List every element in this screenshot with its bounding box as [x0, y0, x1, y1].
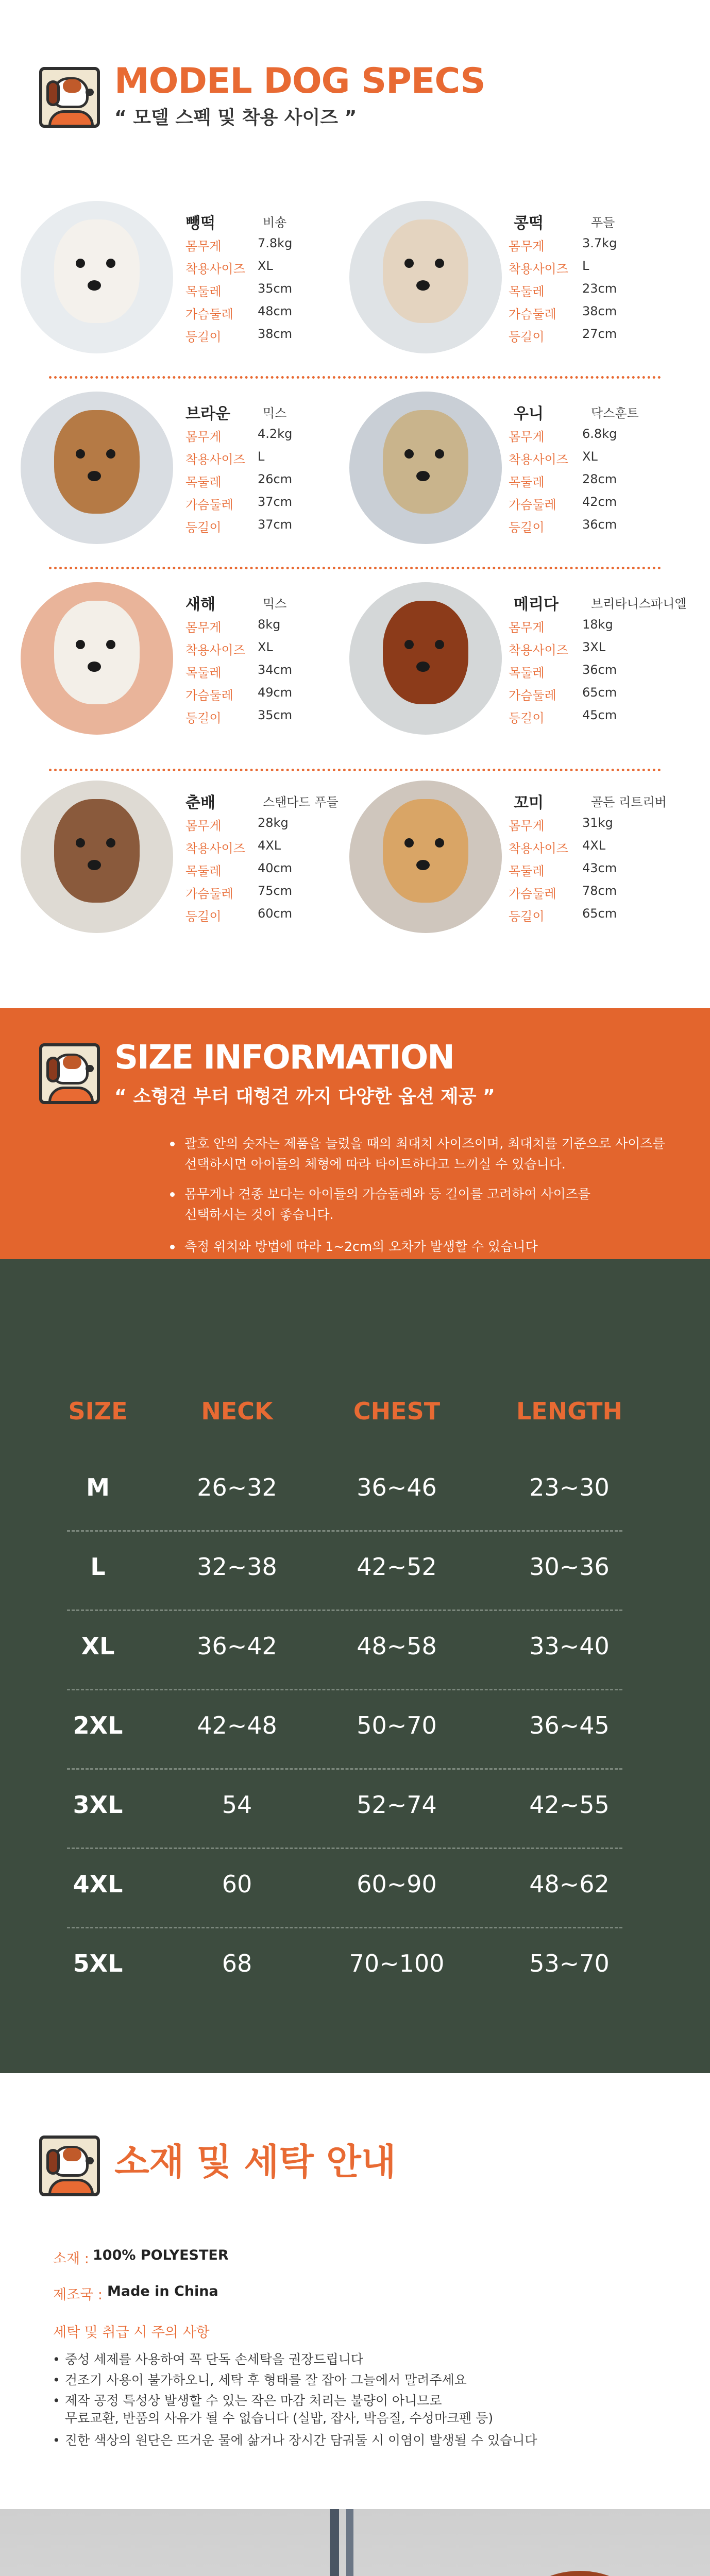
measurement-cell: 32~38 — [197, 1553, 277, 1581]
spec-value-length: 27cm — [582, 327, 617, 341]
dog-breed: 믹스 — [263, 597, 287, 611]
measurement-cell: 36~45 — [529, 1711, 610, 1739]
measurement-cell: 70~100 — [349, 1950, 445, 1977]
spec-value-neck: 36cm — [582, 663, 617, 677]
spec-value-length: 38cm — [258, 327, 293, 341]
spec-label-neck: 목둘레 — [509, 666, 545, 680]
spec-label-length: 등길이 — [185, 520, 222, 535]
spec-label-size: 착용사이즈 — [509, 262, 568, 276]
dog-breed: 닥스훈트 — [591, 406, 639, 420]
spec-label-length: 등길이 — [509, 909, 545, 924]
spec-label-chest: 가슴둘레 — [509, 307, 556, 321]
dog-photo — [21, 781, 173, 933]
size-note: 몸무게나 견종 보다는 아이들의 가슴둘레와 등 길이를 고려하여 사이즈를 — [184, 1184, 590, 1205]
table-header-size: SIZE — [68, 1397, 128, 1425]
spec-label-weight: 몸무게 — [509, 819, 545, 833]
spec-label-size: 착용사이즈 — [509, 841, 568, 856]
spec-value-neck: 34cm — [258, 663, 293, 677]
spec-value-neck: 28cm — [582, 472, 617, 486]
spec-label-weight: 몸무게 — [185, 620, 222, 635]
measurement-cell: 36~46 — [357, 1473, 437, 1501]
spec-label-weight: 몸무게 — [185, 430, 222, 444]
spec-value-neck: 35cm — [258, 281, 293, 296]
spec-label-size: 착용사이즈 — [185, 841, 245, 856]
table-row-divider — [67, 1768, 622, 1770]
brand-logo-icon — [39, 67, 100, 128]
dog-name: 새해 — [185, 596, 215, 614]
size-cell: M — [86, 1473, 110, 1501]
dog-name: 춘배 — [185, 794, 215, 812]
spec-label-chest: 가슴둘레 — [509, 688, 556, 703]
spec-value-neck: 40cm — [258, 861, 293, 875]
dog-photo — [349, 392, 502, 544]
spec-value-size: 4XL — [258, 838, 281, 853]
spec-value-neck: 26cm — [258, 472, 293, 486]
spec-label-chest: 가슴둘레 — [185, 688, 233, 703]
material-value: 100% POLYESTER — [93, 2247, 229, 2263]
dog-name: 메리다 — [514, 596, 559, 614]
spec-value-chest: 48cm — [258, 304, 293, 318]
spec-label-chest: 가슴둘레 — [185, 307, 233, 321]
spec-value-size: L — [582, 259, 589, 273]
spec-value-chest: 37cm — [258, 495, 293, 509]
table-header-length: LENGTH — [516, 1397, 623, 1425]
dog-breed: 브리타니스파니엘 — [591, 597, 687, 611]
measurement-cell: 42~52 — [357, 1553, 437, 1581]
spec-value-size: XL — [258, 259, 273, 273]
measurement-cell: 53~70 — [529, 1950, 610, 1977]
spec-label-size: 착용사이즈 — [509, 452, 568, 467]
divider — [49, 769, 661, 771]
spec-label-length: 등길이 — [185, 909, 222, 924]
measurement-cell: 52~74 — [357, 1791, 437, 1819]
spec-value-length: 37cm — [258, 517, 293, 532]
spec-label-size: 착용사이즈 — [185, 262, 245, 276]
table-header-chest: CHEST — [353, 1397, 441, 1425]
spec-label-neck: 목둘레 — [185, 284, 222, 299]
spec-label-neck: 목둘레 — [509, 864, 545, 878]
spec-label-length: 등길이 — [509, 520, 545, 535]
spec-label-weight: 몸무게 — [509, 620, 545, 635]
spec-label-weight: 몸무게 — [509, 430, 545, 444]
spec-value-size: XL — [258, 640, 273, 654]
spec-value-weight: 7.8kg — [258, 236, 293, 250]
measurement-cell: 48~62 — [529, 1870, 610, 1898]
spec-label-length: 등길이 — [185, 330, 222, 344]
measurement-cell: 50~70 — [357, 1711, 437, 1739]
spec-label-size: 착용사이즈 — [509, 643, 568, 657]
spec-value-weight: 3.7kg — [582, 236, 617, 250]
dog-photo — [349, 201, 502, 353]
measurement-cell: 42~55 — [529, 1791, 610, 1819]
dog-breed: 스탠다드 푸들 — [263, 795, 339, 809]
spec-label-chest: 가슴둘레 — [509, 887, 556, 901]
spec-value-length: 35cm — [258, 708, 293, 722]
measurement-cell: 68 — [222, 1950, 252, 1977]
size-cell: 5XL — [73, 1950, 123, 1977]
table-row-divider — [67, 1609, 622, 1611]
size-cell: 3XL — [73, 1791, 123, 1819]
spec-value-length: 36cm — [582, 517, 617, 532]
spec-value-weight: 18kg — [582, 617, 613, 632]
origin-value: Made in China — [107, 2283, 218, 2299]
table-row-divider — [67, 1848, 622, 1849]
measurement-cell: 42~48 — [197, 1711, 277, 1739]
size-note-continued: 선택하시면 아이들의 체형에 따라 타이트하다고 느끼실 수 있습니다. — [184, 1157, 566, 1172]
size-note: 괄호 안의 숫자는 제품을 늘렸을 때의 최대치 사이즈이며, 최대치를 기준으로 사이즈를 — [184, 1133, 665, 1154]
brand-logo-icon — [39, 1043, 100, 1104]
size-cell: XL — [81, 1632, 115, 1660]
table-row-divider — [67, 1689, 622, 1690]
table-row-divider — [67, 1530, 622, 1532]
table-row-divider — [67, 1927, 622, 1928]
measurement-cell: 26~32 — [197, 1473, 277, 1501]
model-dog-photo — [0, 2509, 710, 2576]
spec-label-chest: 가슴둘레 — [185, 498, 233, 512]
dog-name: 뺑떡 — [185, 214, 215, 232]
dog-breed: 비숑 — [263, 215, 287, 230]
divider — [49, 567, 661, 569]
spec-label-weight: 몸무게 — [185, 239, 222, 253]
spec-label-weight: 몸무게 — [509, 239, 545, 253]
dog-name: 브라운 — [185, 405, 230, 423]
spec-label-chest: 가슴둘레 — [185, 887, 233, 901]
dog-photo — [21, 201, 173, 353]
size-information-title: SIZE INFORMATION — [114, 1039, 454, 1077]
spec-value-chest: 65cm — [582, 685, 617, 700]
dog-breed: 푸들 — [591, 215, 615, 230]
spec-value-chest: 75cm — [258, 884, 293, 898]
care-instruction-continued: 무료교환, 반품의 사유가 될 수 없습니다 (실밥, 잡사, 박음질, 수성마크펜 등) — [65, 2411, 494, 2426]
spec-label-neck: 목둘레 — [509, 475, 545, 489]
spec-label-size: 착용사이즈 — [185, 643, 245, 657]
spec-label-length: 등길이 — [185, 711, 222, 725]
divider — [49, 376, 661, 379]
measurement-cell: 23~30 — [529, 1473, 610, 1501]
care-instruction: • 건조기 사용이 불가하오니, 세탁 후 형태를 잘 잡아 그늘에서 말려주세요 — [65, 2371, 467, 2389]
spec-value-chest: 38cm — [582, 304, 617, 318]
size-information-subtitle: “ 소형견 부터 대형견 까지 다양한 옵션 제공 ” — [114, 1086, 495, 1107]
spec-value-chest: 42cm — [582, 495, 617, 509]
measurement-cell: 60 — [222, 1870, 252, 1898]
care-instruction: • 진한 색상의 원단은 뜨거운 물에 삶거나 장시간 담궈둘 시 이염이 발생될 수 있습니다 — [65, 2432, 537, 2449]
spec-label-weight: 몸무게 — [185, 819, 222, 833]
measurement-cell: 30~36 — [529, 1553, 610, 1581]
dog-name: 우니 — [514, 405, 544, 423]
measurement-cell: 33~40 — [529, 1632, 610, 1660]
dog-photo — [349, 781, 502, 933]
spec-value-size: L — [258, 449, 265, 464]
measurement-cell: 54 — [222, 1791, 252, 1819]
measurement-cell: 36~42 — [197, 1632, 277, 1660]
size-cell: 2XL — [73, 1711, 123, 1739]
care-title: 소재 및 세탁 안내 — [114, 2141, 396, 2183]
spec-value-size: XL — [582, 449, 598, 464]
origin-label: 제조국 : — [53, 2287, 103, 2303]
table-header-neck: NECK — [201, 1397, 273, 1425]
dog-name: 꼬미 — [514, 794, 544, 812]
dog-photo — [349, 582, 502, 735]
spec-value-chest: 49cm — [258, 685, 293, 700]
model-specs-subtitle: “ 모델 스펙 및 착용 사이즈 ” — [114, 107, 357, 128]
dog-photo — [21, 392, 173, 544]
dog-breed: 믹스 — [263, 406, 287, 420]
model-specs-title: MODEL DOG SPECS — [114, 61, 485, 101]
material-label: 소재 : — [53, 2251, 89, 2267]
spec-label-neck: 목둘레 — [509, 284, 545, 299]
care-instructions-heading: 세탁 및 취급 시 주의 사항 — [53, 2325, 210, 2341]
dog-name: 콩떡 — [514, 214, 544, 232]
spec-value-size: 3XL — [582, 640, 606, 654]
spec-label-size: 착용사이즈 — [185, 452, 245, 467]
spec-value-weight: 4.2kg — [258, 427, 293, 441]
size-note-continued: 선택하시는 것이 좋습니다. — [184, 1207, 334, 1222]
spec-label-neck: 목둘레 — [185, 475, 222, 489]
spec-value-size: 4XL — [582, 838, 606, 853]
measurement-cell: 60~90 — [357, 1870, 437, 1898]
care-instruction: • 제작 공정 특성상 발생할 수 있는 작은 마감 처리는 불량이 아니므로 — [65, 2392, 442, 2410]
size-cell: 4XL — [73, 1870, 123, 1898]
spec-value-weight: 6.8kg — [582, 427, 617, 441]
spec-value-weight: 31kg — [582, 816, 613, 830]
spec-value-neck: 23cm — [582, 281, 617, 296]
spec-label-neck: 목둘레 — [185, 666, 222, 680]
spec-value-length: 45cm — [582, 708, 617, 722]
size-note: 측정 위치와 방법에 따라 1~2cm의 오차가 발생할 수 있습니다 — [184, 1236, 538, 1257]
spec-label-length: 등길이 — [509, 330, 545, 344]
spec-value-weight: 8kg — [258, 617, 281, 632]
dog-breed: 골든 리트리버 — [591, 795, 667, 809]
measurement-cell: 48~58 — [357, 1632, 437, 1660]
care-instruction: • 중성 세제를 사용하여 꼭 단독 손세탁을 권장드립니다 — [65, 2351, 363, 2368]
spec-label-neck: 목둘레 — [185, 864, 222, 878]
size-cell: L — [90, 1553, 106, 1581]
spec-value-neck: 43cm — [582, 861, 617, 875]
dog-photo — [21, 582, 173, 735]
spec-label-length: 등길이 — [509, 711, 545, 725]
spec-value-chest: 78cm — [582, 884, 617, 898]
spec-value-weight: 28kg — [258, 816, 289, 830]
spec-label-chest: 가슴둘레 — [509, 498, 556, 512]
spec-value-length: 60cm — [258, 906, 293, 921]
spec-value-length: 65cm — [582, 906, 617, 921]
brand-logo-icon — [39, 2136, 100, 2196]
